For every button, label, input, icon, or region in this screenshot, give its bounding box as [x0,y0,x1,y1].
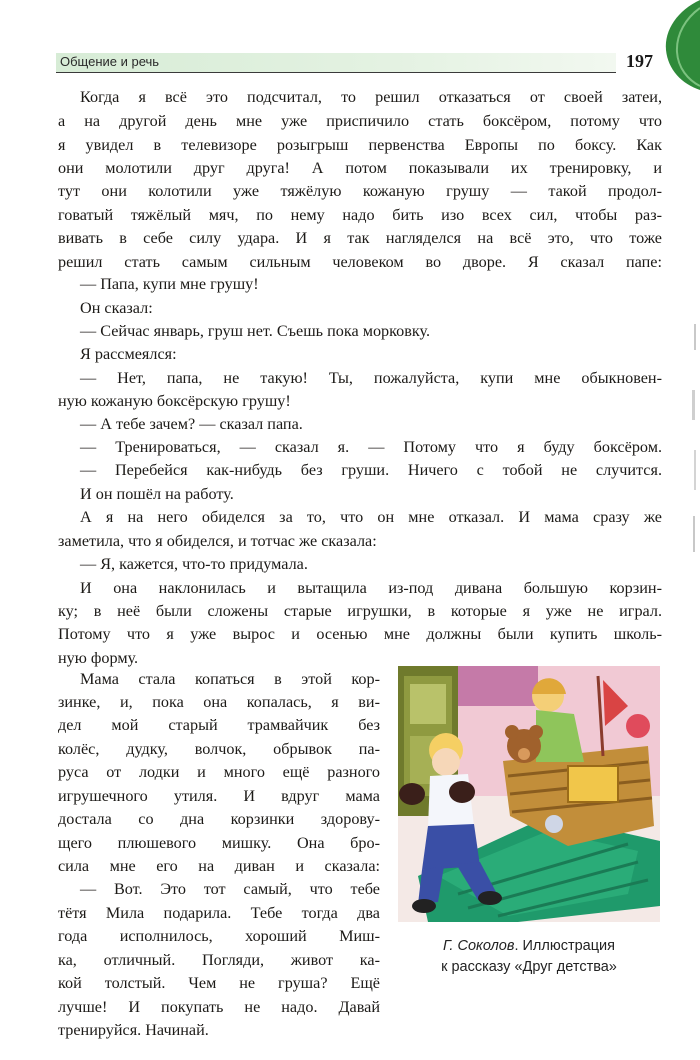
text-line: — Тренироваться, — сказал я. — Потому что я буду боксёром. [80,438,662,456]
column-line: ка, отличный. Погляди, живот ка- [58,951,380,969]
text-line: тут они колотили уже тяжёлую кожаную грушу — такой продол- [58,182,662,200]
caption-author: Г. Соколов [443,938,515,954]
column-line: достала со дна корзинки здорову- [58,810,380,828]
column-line: руса от лодки и много ещё разного [58,763,380,781]
text-line: Потому что я уже вырос и осенью мне должны были купить школь- [58,625,662,643]
text-line: ку; в неё были сложены старые игрушки, в которые я уже не играл. [58,602,662,620]
column-line: зинке, и, пока она копалась, я ви- [58,693,380,711]
column-line: колёс, дудку, волчок, обрывок па- [58,740,380,758]
text-line: а на другой день мне уже приспичило стать боксёром, потому что [58,112,662,130]
column-line: тренируйся. Начинай. [58,1021,209,1039]
column-line: кой толстый. Чем не груша? Ещё [58,974,380,992]
caption-text: . Иллюстрация [514,938,615,954]
column-line: тётя Мила подарила. Тебе тогда два [58,904,380,922]
text-line: я увидел в телевизоре розыгрыш первенства Европы по боксу. Как [58,136,662,154]
text-line: говатый тяжёлый мяч, по нему надо бить изо всех сил, чтобы раз- [58,206,662,224]
column-line: игрушечного утиля. И вдруг мама [58,787,380,805]
margin-scan-marks [688,320,700,560]
text-line: ную форму. [58,649,139,667]
column-line: — Вот. Это тот самый, что тебе [80,880,380,898]
caption-line-2: к рассказу «Друг детства» [441,959,617,975]
text-line: Когда я всё это подсчитал, то решил отказаться от своей затеи, [80,88,662,106]
illustration-caption [398,936,660,978]
column-line: сила мне его на диван и сказала: [58,857,380,875]
page-number: 197 [626,51,653,71]
illustration-boy-with-teddy [398,666,660,922]
corner-leaf-icon [660,0,700,96]
column-line: дел мой старый трамвайчик без [58,716,380,734]
text-line: И он пошёл на работу. [80,485,234,503]
column-line: года исполнилось, хороший Миш- [58,927,380,945]
column-line: щего плюшевого мишку. Она бро- [58,834,380,852]
text-line: Я рассмеялся: [80,345,177,363]
column-line: Мама стала копаться в этой кор- [80,670,380,688]
text-line: А я на него обиделся за то, что он мне отказал. И мама сразу же [80,508,662,526]
text-line: — Папа, купи мне грушу! [80,275,259,293]
text-line: решил стать самым сильным человеком во дворе. Я сказал папе: [58,253,662,271]
text-line: ную кожаную боксёрскую грушу! [58,392,291,410]
text-line: — Я, кажется, что-то придумала. [80,555,308,573]
column-line: лучше! И покупать не надо. Давай [58,998,380,1016]
text-line: вивать в себе силу удара. И я так нагляделся на всё это, что тоже [58,229,662,247]
text-line: — Сейчас январь, груш нет. Съешь пока морковку. [80,322,431,340]
section-title: Общение и речь [60,54,160,69]
text-line: они молотили друг друга! А потом показывали их тренировку, и [58,159,662,177]
text-line: Он сказал: [80,299,153,317]
text-line: — А тебе зачем? — сказал папа. [80,415,303,433]
text-line: заметила, что я обиделся, и тотчас же сказала: [58,532,377,550]
text-line: — Перебейся как-нибудь без груши. Ничего с тобой не случится. [80,461,662,479]
text-line: И она наклонилась и вытащила из-под дивана большую корзин- [80,579,662,597]
text-line: — Нет, папа, не такую! Ты, пожалуйста, купи мне обыкновен- [80,369,662,387]
